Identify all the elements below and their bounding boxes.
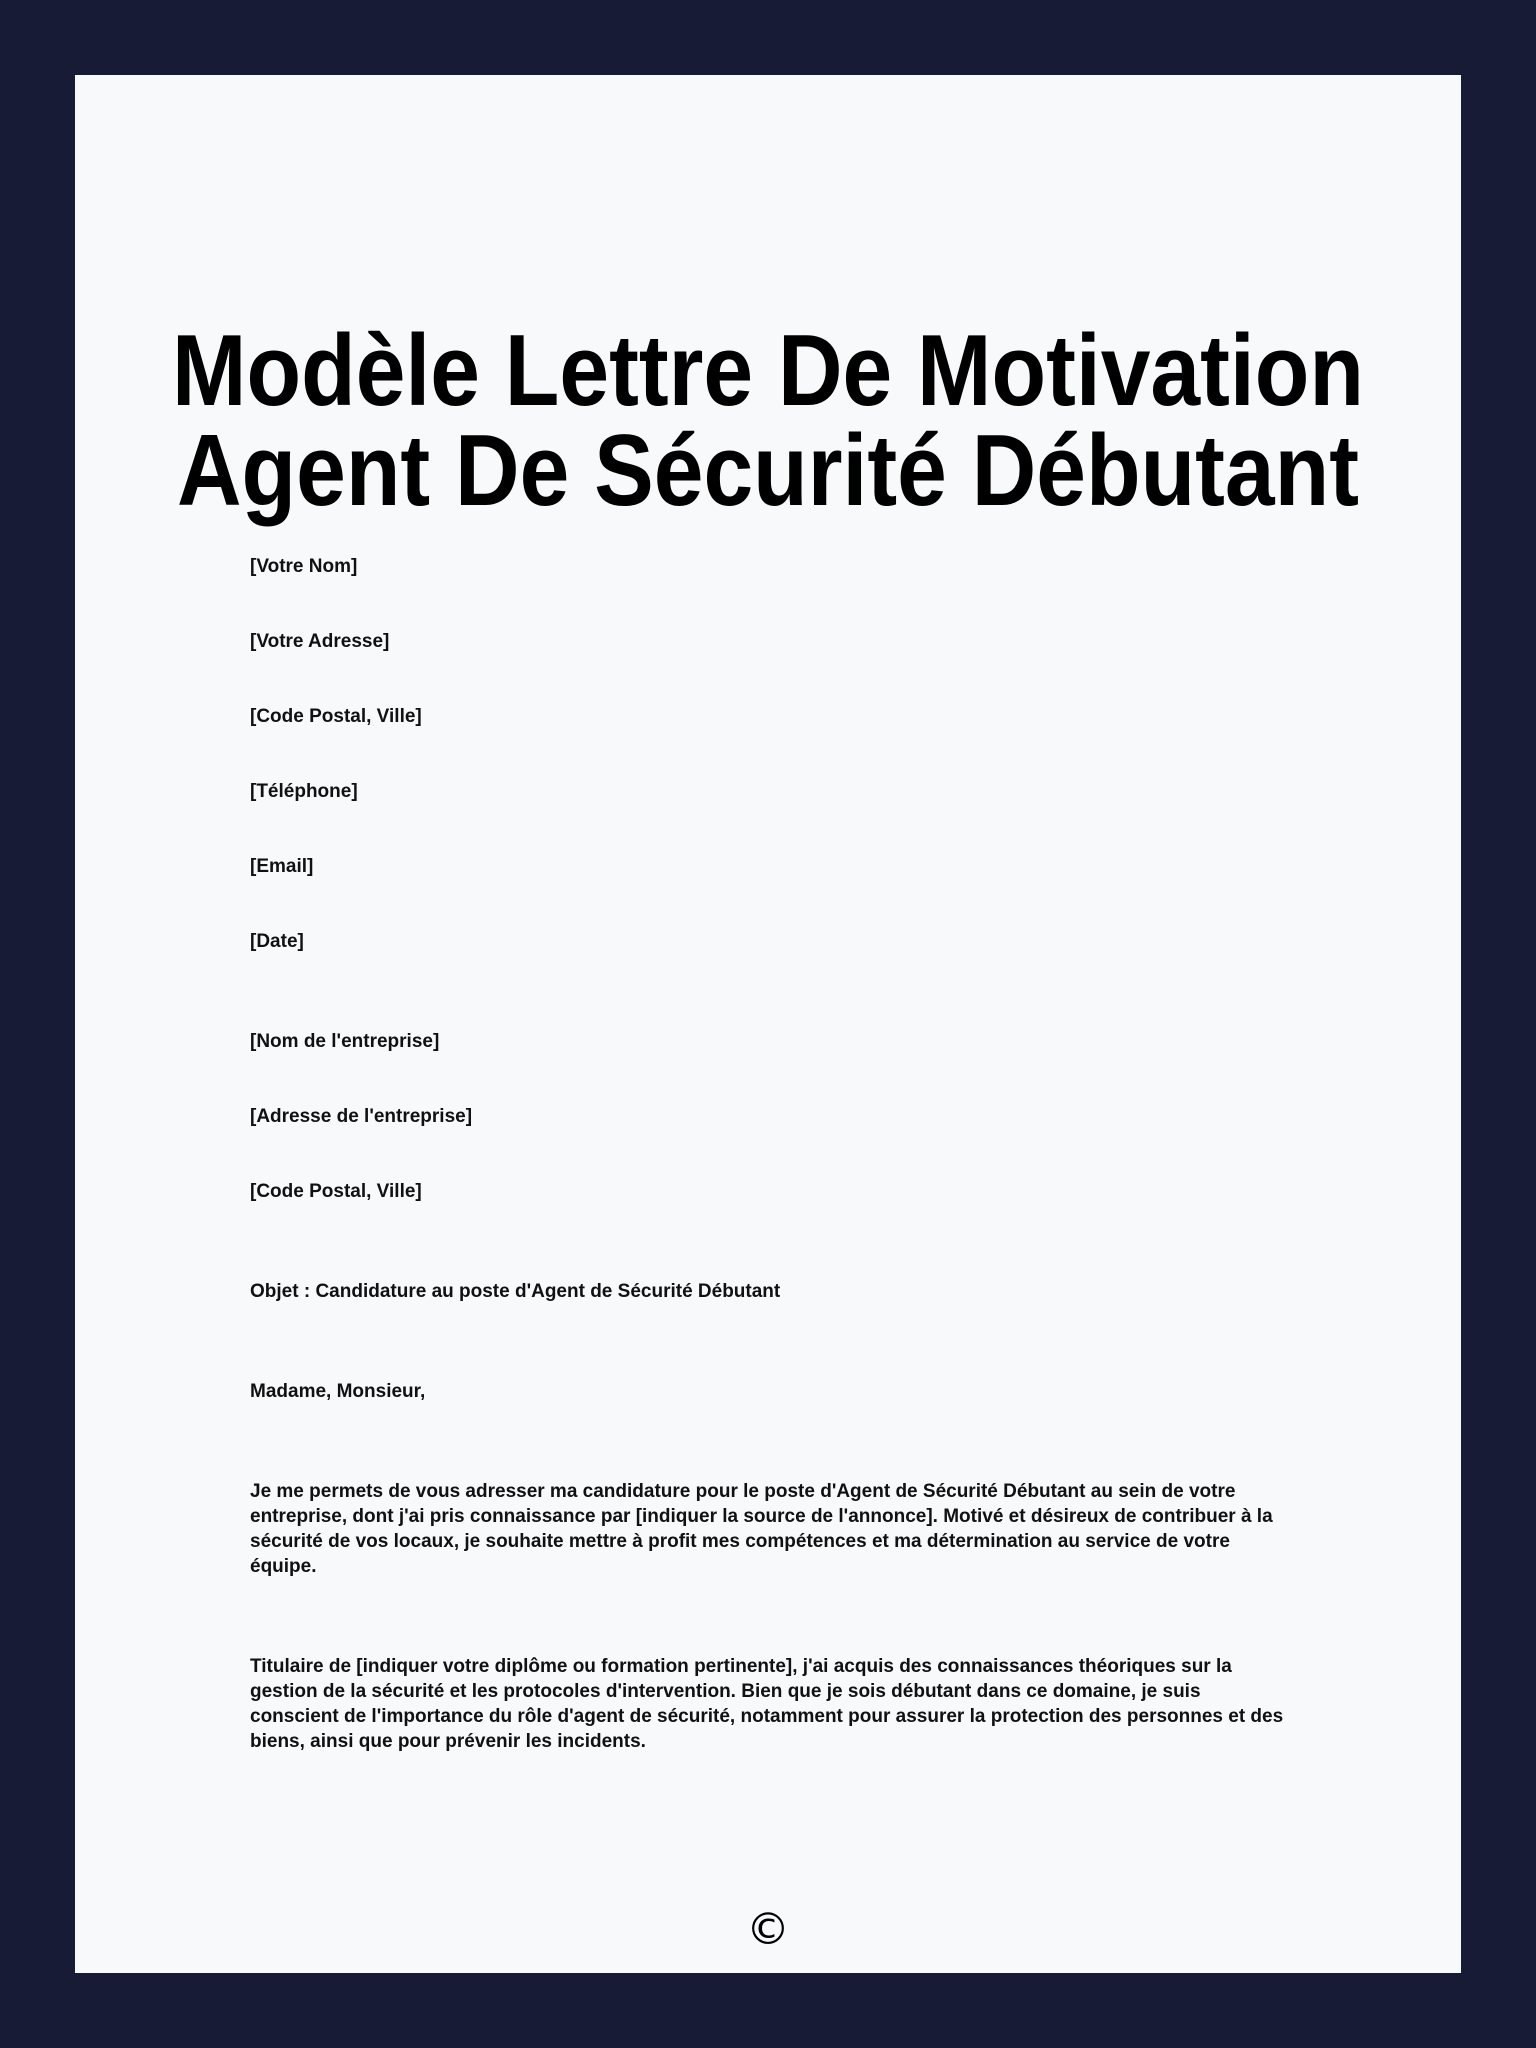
sender-phone: [Téléphone] <box>250 781 358 802</box>
document-page <box>75 75 1461 1973</box>
recipient-postal-city: [Code Postal, Ville] <box>250 1181 422 1202</box>
recipient-company-name: [Nom de l'entreprise] <box>250 1031 440 1052</box>
letter-date: [Date] <box>250 931 304 952</box>
body-paragraph-2: Titulaire de [indiquer votre diplôme ou formation pertinente], j'ai acquis des connaissances théoriques sur la gestion de la sécurité et les protocoles d'intervention. Bien que je sois débutant dans ce domaine, je suis conscient de l'importance du rôle d'agent de sécurité, notamment pour assurer la protection des personnes et des biens, ainsi que pour prévenir les incidents. <box>250 1656 1284 1752</box>
sender-address: [Votre Adresse] <box>250 631 390 652</box>
sender-postal-city: [Code Postal, Ville] <box>250 706 422 727</box>
letter-salutation: Madame, Monsieur, <box>250 1381 426 1402</box>
sender-email: [Email] <box>250 856 314 877</box>
copyright-icon: © <box>746 1904 790 1955</box>
title-line-1: Modèle Lettre De Motivation <box>172 315 1364 427</box>
recipient-company-address: [Adresse de l'entreprise] <box>250 1106 473 1127</box>
page-title <box>75 315 1461 527</box>
sender-name: [Votre Nom] <box>250 556 358 577</box>
body-paragraph-1: Je me permets de vous adresser ma candidature pour le poste d'Agent de Sécurité Débutant au sein de votre entreprise, dont j'ai pris connaissance par [indiquer la source de l'annonce]. Motivé et désireux de contribuer à la sécurité de vos locaux, je souhaite mettre à profit mes compétences et ma détermination au service de votre équipe. <box>250 1481 1273 1577</box>
title-line-2: Agent De Sécurité Débutant <box>176 415 1360 527</box>
letter-subject: Objet : Candidature au poste d'Agent de Sécurité Débutant <box>250 1281 781 1302</box>
